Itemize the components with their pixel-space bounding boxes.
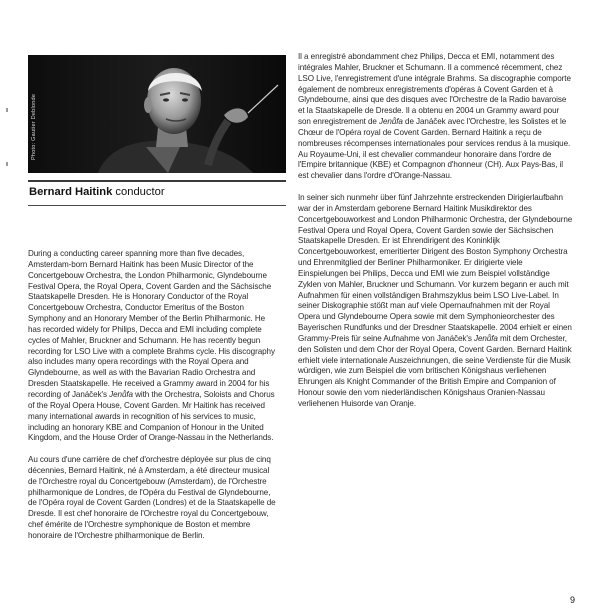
conductor-photo-image [28,55,286,173]
heading-top-rule [28,180,286,182]
opera-title: Jenůfa [474,333,498,343]
artist-name: Bernard Haitink [29,186,113,198]
page-number: 9 [570,595,576,605]
biography-german: In seiner sich nunmehr über fünf Jahrzehnte erstreckenden Dirigierlaufbahn war der in Amsterdam geborene Bernard Haitink Musikdirektor des Concertgebouworkest and London Philharmonic Orchestra, der Glyndebourne Festival Opera und Royal Opera, Covent Garden sowie der Sächsischen Staatskapelle Dresden. Er ist Ehrendirigent des Koninklijk Concertgebouworkest, emeritierter Dirigent des Boston Symphony Orchestra und Ehrenmitglied der Berliner Philharmoniker. Er dirigierte viele Einspielungen bei Philips, Decca und EMI wie zum Beispiel vollständige Zyklen von Mahler, Bruckner und Schumann. Vor kurzem begann er auch mit Aufnahmen für einen vollständigen Brahmszyklus beim LSO Live-Label. In seiner Diskographie stößt man auf viele Opernaufnahmen mit der Royal Opera und Glyndebourne Opera sowie mit dem Symphonieorchester des Bayerischen Rundfunks und der Dresdner Staatskapelle. 2004 erhielt er einen Grammy-Preis für seine Aufnahme von Janáček's Jenůfa mit dem Orchester, den Solisten und dem Chor der Royal Opera, Covent Garden. Bernard Haitink erhielt viele internationale Auszeichnungen, die seine Verdienste für die Musik würdigen, wie zum Beispiel die vom britischen Königshaus verliehenen Ehrungen als Knight Commander of the British Empire and Companion of Honour sowie den vom niederländischen Königshaus Oranien-Nassau verliehenen Huisorde van Oranje. [298,192,573,408]
opera-title: Jenůfa [109,389,133,399]
opera-title: Jenůfa [379,117,403,127]
biography-english: During a conducting career spanning more than five decades, Amsterdam-born Bernard Haitink has been Music Director of the Concertgebouw Orchestra, the London Philharmonic, Glyndebourne Festival Opera, the Royal Opera, Covent Garden and the Sächsische Staatskapelle Dresden. He is Honorary Conductor of the Royal Concertgebouw Orchestra, Conductor Emeritus of the Boston Symphony and an Honorary Member of the Berlin Philharmonic. He has recorded widely for Philips, Decca and EMI including complete cycles of Mahler, Bruckner and Schumann. He has recently begun recording for LSO Live with a complete Brahms cycle. His discography also includes many opera recordings with the Royal Opera and Glyndebourne, as well as with the Bavarian Radio Orchestra and Dresden Staatskapelle. He received a Grammy award in 2004 for his recording of Janáček's Jenůfa with the Orchestra, Soloists and Chorus of the Royal Opera House, Covent Garden. Mr Haitink has received many international awards in recognition of his services to music, including an honorary KBE and Companion of Honour in the United Kingdom, and the House Order of Orange-Nassau in the Netherlands. [28,249,275,443]
photo-credit: Photo: Gautier Deblonde [31,93,37,160]
margin-mark [6,162,8,166]
conductor-photo [28,55,286,173]
biography-french-part-2: Il a enregistré abondamment chez Philips, Decca et EMI, notamment des intégrales Mahler, Bruckner et Schumann. Il a commencé récemment, chez LSO Live, l'enregistrement d'une intégrale Brahms. Sa discographie comporte également de nombreux enregistrements d'opéras à Covent Garden et à Glyndebourne, ainsi que des disques avec l'Orchestre de la Radio bavaroise et la Staatskapelle de Dresde. Il a obtenu en 2004 un Grammy award pour son enregistrement de Jenůfa de Janáček avec l'Orchestre, les Solistes et le Chœur de l'Opéra royal de Covent Garden. Bernard Haitink a reçu de nombreuses récompenses internationales pour services rendus à la musique. Au Royaume-Uni, il est chevalier commandeur honoraire dans l'ordre de l'Empire britannique (KBE) et Compagnon d'honneur (CH). Aux Pays-Bas, il est chevalier dans l'ordre d'Orange-Nassau. [298,52,571,181]
margin-mark [6,108,8,112]
right-column [298,52,573,410]
artist-role: conductor [115,186,165,198]
biography-french-part-1: Au cours d'une carrière de chef d'orchestre déployée sur plus de cinq décennies, Bernard Haitink, né à Amsterdam, a été directeur musical de l'Orchestre royal du Concertgebouw (Amsterdam), de l'Orchestre philharmonique de Londres, de l'Opéra du Festival de Glyndebourne, de l'Opéra royal de Covent Garden (Londres) et de la Staatskapelle de Dresde. Il est chef honoraire de l'Orchestre royal du Concertgebouw, chef émérite de l'Orchestre symphonique de Boston et membre honoraire de l'Orchestre philharmonique de Berlin. [28,455,276,540]
artist-heading [29,186,165,198]
left-column [28,249,278,542]
heading-bottom-rule [28,205,286,206]
